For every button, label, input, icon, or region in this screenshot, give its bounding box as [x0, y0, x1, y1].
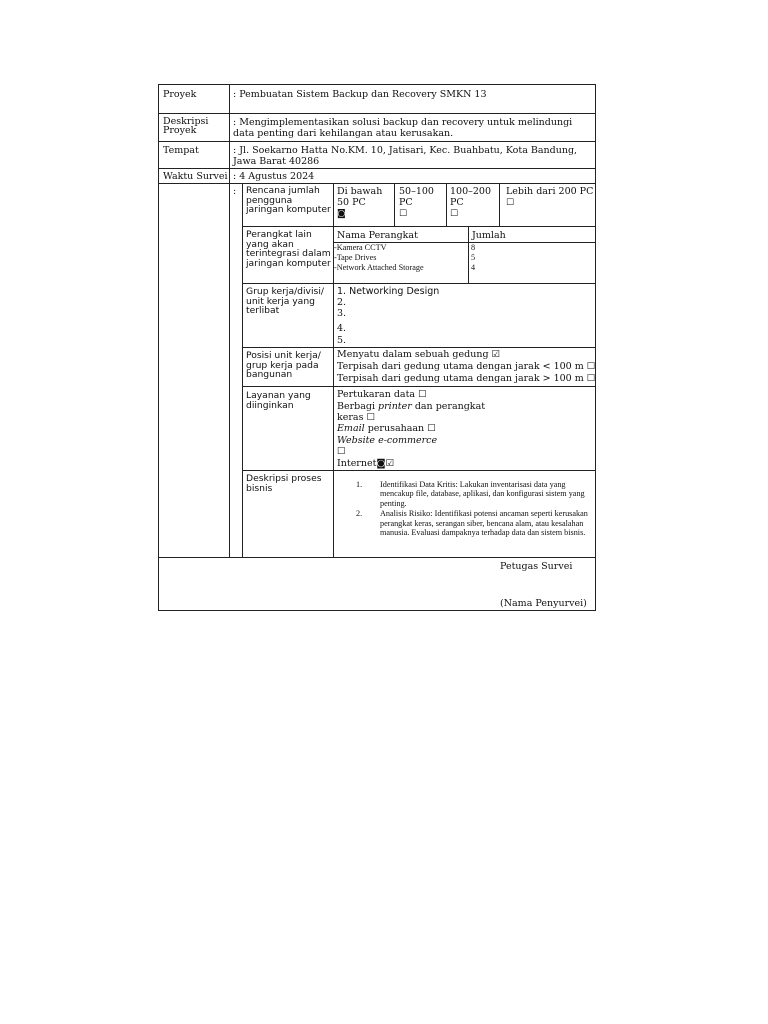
waktu-value: : 4 Agustus 2024: [233, 171, 315, 182]
grup-item: 4.: [337, 323, 347, 334]
device-name: -Tape Drives: [334, 253, 377, 262]
layanan-internet[interactable]: Internet◙☑: [337, 458, 395, 469]
column-divider: [499, 183, 500, 226]
tempat-label: Tempat: [163, 145, 199, 156]
device-qty: 8: [471, 243, 476, 252]
column-divider: [333, 183, 334, 557]
device-qty: 5: [471, 253, 476, 262]
grup-item: 2.: [337, 297, 347, 308]
column-divider: [229, 85, 230, 557]
petugas-survei: Petugas Survei: [500, 561, 573, 572]
column-divider: [242, 183, 243, 557]
device-qty: 4: [471, 263, 476, 272]
proses-list: [356, 480, 592, 538]
posisi-option[interactable]: Terpisah dari gedung utama dengan jarak < 100 m ☐: [337, 361, 596, 372]
option-100-200[interactable]: 100–200 PC ☐: [450, 186, 492, 219]
device-name: -Kamera CCTV: [334, 243, 387, 252]
row-divider: [242, 470, 595, 471]
layanan-keras[interactable]: keras ☐: [337, 412, 375, 423]
row-divider: [242, 283, 595, 284]
checkbox-icon[interactable]: ☐: [506, 198, 515, 208]
layanan-label: Layanan yang diinginkan: [246, 390, 311, 411]
col-jumlah: Jumlah: [472, 230, 506, 241]
row-divider: [159, 557, 595, 558]
option-50-100[interactable]: 50–100 PC ☐: [399, 186, 434, 219]
layanan-email[interactable]: Email perusahaan ☐: [337, 423, 436, 434]
layanan-website[interactable]: Website e-commerce: [337, 435, 438, 446]
checkbox-icon[interactable]: ☐: [450, 209, 459, 219]
device-name: -Network Attached Storage: [334, 263, 424, 272]
column-divider: [446, 183, 447, 226]
deskripsi-value: : Mengimplementasikan solusi backup dan recovery untuk melindungi data penting dari kehilangan atau kerusakan.: [233, 117, 573, 139]
list-item: 1. Identifikasi Data Kritis: Lakukan inventarisasi data yang mencakup file, database, aplikasi, dan konfigurasi sistem yang penting.: [356, 480, 585, 508]
grup-item: 1. Networking Design: [337, 286, 440, 297]
proyek-value: : Pembuatan Sistem Backup dan Recovery SMKN 13: [233, 89, 487, 100]
row-divider: [242, 226, 595, 227]
tempat-value: : Jl. Soekarno Hatta No.KM. 10, Jatisari, Kec. Buahbatu, Kota Bandung, Jawa Barat 40286: [233, 145, 578, 167]
col-nama-perangkat: Nama Perangkat: [337, 230, 418, 241]
checkbox-icon[interactable]: ☐: [399, 209, 408, 219]
survey-form: [158, 84, 596, 611]
deskripsi-label: Deskripsi Proyek: [163, 116, 209, 136]
rencana-label: Rencana jumlah pengguna jaringan komputer: [246, 185, 331, 216]
radio-selected-icon[interactable]: ◙: [337, 209, 346, 219]
grup-item: 3.: [337, 308, 347, 319]
option-over-200[interactable]: Lebih dari 200 PC ☐: [506, 186, 594, 208]
posisi-label: Posisi unit kerja/ grup kerja pada bangunan: [246, 350, 321, 381]
posisi-option[interactable]: Terpisah dari gedung utama dengan jarak > 100 m ☐: [337, 373, 596, 384]
grup-label: Grup kerja/divisi/ unit kerja yang terlibat: [246, 286, 324, 317]
row-divider: [159, 183, 595, 184]
row-divider: [159, 113, 595, 114]
column-divider: [468, 226, 469, 283]
row-divider: [242, 347, 595, 348]
waktu-label: Waktu Survei: [163, 171, 228, 182]
checkbox-icon[interactable]: ☐: [337, 446, 346, 457]
option-under-50[interactable]: Di bawah 50 PC ◙: [337, 186, 383, 219]
column-divider: [394, 183, 395, 226]
colon-marker: :: [233, 186, 237, 197]
row-divider: [159, 141, 595, 142]
proyek-label: Proyek: [163, 89, 197, 100]
nama-penyurvei: (Nama Penyurvei): [500, 598, 587, 609]
row-divider: [242, 386, 595, 387]
layanan-pertukaran[interactable]: Pertukaran data ☐: [337, 389, 427, 400]
grup-item: 5.: [337, 335, 347, 346]
row-divider: [159, 168, 595, 169]
list-item: 2. Analisis Risiko: Identifikasi potensi ancaman seperti kerusakan perangkat keras, serangan siber, bencana alam, atau kesalahan manusia. Evaluasi dampaknya terhadap data dan sistem bisnis.: [356, 509, 588, 538]
posisi-option[interactable]: Menyatu dalam sebuah gedung ☑: [337, 349, 501, 360]
perangkat-label: Perangkat lain yang akan terintegrasi dalam jaringan komputer: [246, 229, 331, 269]
proses-label: Deskripsi proses bisnis: [246, 473, 322, 494]
layanan-berbagi[interactable]: Berbagi printer dan perangkat: [337, 401, 486, 412]
